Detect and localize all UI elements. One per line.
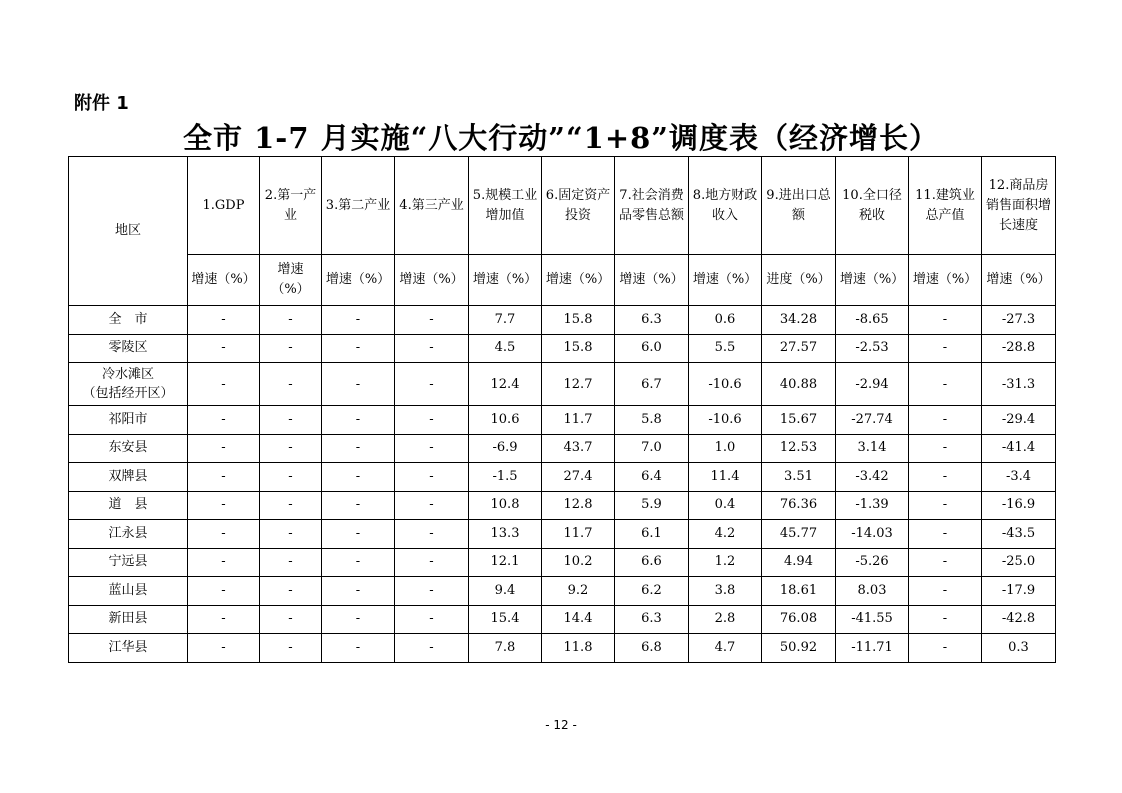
value-cell: 76.08 <box>762 605 836 634</box>
value-cell: -31.3 <box>982 363 1056 406</box>
value-cell: 12.1 <box>469 548 542 577</box>
value-cell: 34.28 <box>762 306 836 335</box>
value-cell: 3.51 <box>762 463 836 492</box>
unit-header: 增速（%） <box>909 255 982 306</box>
value-cell: 2.8 <box>689 605 762 634</box>
region-name: 全 市 <box>108 311 148 327</box>
table-row <box>69 577 1056 606</box>
value-cell: 10.2 <box>542 548 615 577</box>
value-cell: 1.2 <box>689 548 762 577</box>
value-cell: 11.7 <box>542 406 615 435</box>
region-name: 祁阳市 <box>108 411 148 427</box>
value-cell: 11.4 <box>689 463 762 492</box>
value-cell: - <box>395 334 469 363</box>
table-row <box>69 363 1056 406</box>
region-name: 新田县 <box>108 611 148 627</box>
table-row <box>69 463 1056 492</box>
value-cell: - <box>395 520 469 549</box>
value-cell: - <box>260 520 322 549</box>
region-name: 江华县 <box>108 639 148 655</box>
value-cell: - <box>322 434 395 463</box>
value-cell: - <box>322 548 395 577</box>
value-cell: - <box>322 520 395 549</box>
value-cell: -2.53 <box>836 334 909 363</box>
value-cell: -41.4 <box>982 434 1056 463</box>
value-cell: -41.55 <box>836 605 909 634</box>
table-row <box>69 491 1056 520</box>
value-cell: 7.8 <box>469 634 542 663</box>
value-cell: 6.4 <box>615 463 689 492</box>
value-cell: - <box>395 491 469 520</box>
value-cell: -11.71 <box>836 634 909 663</box>
table-row <box>69 605 1056 634</box>
value-cell: 5.5 <box>689 334 762 363</box>
value-cell: - <box>322 306 395 335</box>
value-cell: 12.53 <box>762 434 836 463</box>
value-cell: - <box>188 434 260 463</box>
value-cell: - <box>909 306 982 335</box>
region-name: 冷水滩区 <box>101 367 154 382</box>
value-cell: - <box>322 577 395 606</box>
unit-header: 增速（%） <box>615 255 689 306</box>
schedule-table <box>68 156 1056 663</box>
region-header: 地区 <box>69 157 188 306</box>
column-header: 3.第二产业 <box>322 157 395 255</box>
page-number: - 12 - <box>545 718 577 732</box>
value-cell: 0.4 <box>689 491 762 520</box>
value-cell: 6.8 <box>615 634 689 663</box>
region-name: 道 县 <box>108 497 148 513</box>
value-cell: - <box>909 634 982 663</box>
value-cell: 6.7 <box>615 363 689 406</box>
value-cell: -10.6 <box>689 406 762 435</box>
unit-header: 增速（%） <box>260 255 322 306</box>
unit-header: 增速（%） <box>689 255 762 306</box>
unit-header: 增速（%） <box>395 255 469 306</box>
table-row <box>69 406 1056 435</box>
value-cell: 27.4 <box>542 463 615 492</box>
column-header: 12.商品房销售面积增长速度 <box>982 157 1056 255</box>
value-cell: -43.5 <box>982 520 1056 549</box>
value-cell: - <box>322 634 395 663</box>
value-cell: - <box>395 463 469 492</box>
region-cell <box>69 577 188 606</box>
table-row <box>69 520 1056 549</box>
column-header: 7.社会消费品零售总额 <box>615 157 689 255</box>
value-cell: 7.7 <box>469 306 542 335</box>
value-cell: 0.3 <box>982 634 1056 663</box>
region-cell <box>69 463 188 492</box>
region-cell <box>69 634 188 663</box>
attachment-label: 附件 1 <box>74 93 129 114</box>
value-cell: - <box>188 406 260 435</box>
table-row <box>69 548 1056 577</box>
value-cell: 45.77 <box>762 520 836 549</box>
value-cell: 18.61 <box>762 577 836 606</box>
value-cell: - <box>322 363 395 406</box>
value-cell: - <box>909 463 982 492</box>
header-row <box>69 157 1056 255</box>
region-cell <box>69 406 188 435</box>
unit-row <box>69 255 1056 306</box>
value-cell: - <box>260 577 322 606</box>
value-cell: - <box>395 548 469 577</box>
table-row <box>69 306 1056 335</box>
value-cell: -6.9 <box>469 434 542 463</box>
column-header: 5.规模工业增加值 <box>469 157 542 255</box>
value-cell: - <box>188 548 260 577</box>
value-cell: 3.8 <box>689 577 762 606</box>
value-cell: - <box>188 520 260 549</box>
region-cell <box>69 520 188 549</box>
region-cell <box>69 605 188 634</box>
unit-header: 增速（%） <box>982 255 1056 306</box>
region-cell <box>69 548 188 577</box>
region-name: 宁远县 <box>108 554 148 570</box>
region-name: 零陵区 <box>108 340 148 356</box>
region-cell <box>69 434 188 463</box>
value-cell: - <box>188 363 260 406</box>
value-cell: -1.5 <box>469 463 542 492</box>
value-cell: - <box>188 306 260 335</box>
value-cell: 6.6 <box>615 548 689 577</box>
region-cell <box>69 306 188 335</box>
value-cell: - <box>188 605 260 634</box>
value-cell: -3.42 <box>836 463 909 492</box>
value-cell: 3.14 <box>836 434 909 463</box>
value-cell: -27.74 <box>836 406 909 435</box>
column-header: 11.建筑业总产值 <box>909 157 982 255</box>
unit-header: 增速（%） <box>836 255 909 306</box>
value-cell: 15.8 <box>542 306 615 335</box>
value-cell: 5.8 <box>615 406 689 435</box>
value-cell: - <box>188 463 260 492</box>
value-cell: 15.67 <box>762 406 836 435</box>
column-header: 9.进出口总额 <box>762 157 836 255</box>
value-cell: - <box>395 306 469 335</box>
value-cell: 13.3 <box>469 520 542 549</box>
value-cell: -2.94 <box>836 363 909 406</box>
value-cell: 9.2 <box>542 577 615 606</box>
column-header: 6.固定资产投资 <box>542 157 615 255</box>
value-cell: - <box>188 634 260 663</box>
value-cell: - <box>260 434 322 463</box>
value-cell: - <box>909 491 982 520</box>
value-cell: - <box>909 605 982 634</box>
value-cell: - <box>260 334 322 363</box>
value-cell: -1.39 <box>836 491 909 520</box>
unit-header: 增速（%） <box>542 255 615 306</box>
value-cell: - <box>909 577 982 606</box>
value-cell: 40.88 <box>762 363 836 406</box>
value-cell: - <box>322 605 395 634</box>
value-cell: 4.2 <box>689 520 762 549</box>
value-cell: 6.0 <box>615 334 689 363</box>
value-cell: - <box>909 363 982 406</box>
value-cell: - <box>322 334 395 363</box>
unit-header: 增速（%） <box>188 255 260 306</box>
value-cell: -17.9 <box>982 577 1056 606</box>
value-cell: 8.03 <box>836 577 909 606</box>
value-cell: - <box>260 463 322 492</box>
value-cell: 4.7 <box>689 634 762 663</box>
value-cell: - <box>909 406 982 435</box>
column-header: 4.第三产业 <box>395 157 469 255</box>
table-row <box>69 334 1056 363</box>
value-cell: - <box>188 491 260 520</box>
value-cell: 6.3 <box>615 306 689 335</box>
value-cell: 10.6 <box>469 406 542 435</box>
value-cell: - <box>188 334 260 363</box>
value-cell: 15.8 <box>542 334 615 363</box>
value-cell: 12.8 <box>542 491 615 520</box>
value-cell: - <box>188 577 260 606</box>
region-name: 双牌县 <box>108 468 148 484</box>
value-cell: - <box>395 406 469 435</box>
value-cell: 76.36 <box>762 491 836 520</box>
value-cell: - <box>260 491 322 520</box>
table-row <box>69 634 1056 663</box>
value-cell: - <box>322 491 395 520</box>
column-header: 8.地方财政收入 <box>689 157 762 255</box>
value-cell: -25.0 <box>982 548 1056 577</box>
value-cell: 11.8 <box>542 634 615 663</box>
value-cell: 11.7 <box>542 520 615 549</box>
value-cell: - <box>909 334 982 363</box>
value-cell: -10.6 <box>689 363 762 406</box>
value-cell: 14.4 <box>542 605 615 634</box>
value-cell: -16.9 <box>982 491 1056 520</box>
value-cell: - <box>395 434 469 463</box>
value-cell: 9.4 <box>469 577 542 606</box>
value-cell: 50.92 <box>762 634 836 663</box>
value-cell: 10.8 <box>469 491 542 520</box>
region-cell <box>69 334 188 363</box>
column-header: 1.GDP <box>188 157 260 255</box>
unit-header: 增速（%） <box>469 255 542 306</box>
value-cell: - <box>395 605 469 634</box>
unit-header: 进度（%） <box>762 255 836 306</box>
value-cell: 4.94 <box>762 548 836 577</box>
value-cell: 7.0 <box>615 434 689 463</box>
value-cell: 6.2 <box>615 577 689 606</box>
value-cell: - <box>909 548 982 577</box>
value-cell: 6.3 <box>615 605 689 634</box>
value-cell: - <box>260 634 322 663</box>
value-cell: 5.9 <box>615 491 689 520</box>
value-cell: 15.4 <box>469 605 542 634</box>
value-cell: - <box>395 634 469 663</box>
value-cell: 43.7 <box>542 434 615 463</box>
region-name: 江永县 <box>108 525 148 541</box>
value-cell: - <box>260 363 322 406</box>
value-cell: - <box>322 463 395 492</box>
value-cell: - <box>260 306 322 335</box>
value-cell: 0.6 <box>689 306 762 335</box>
region-name: 蓝山县 <box>108 582 148 598</box>
value-cell: -8.65 <box>836 306 909 335</box>
column-header: 10.全口径税收 <box>836 157 909 255</box>
region-cell <box>69 363 188 406</box>
value-cell: 1.0 <box>689 434 762 463</box>
value-cell: - <box>395 577 469 606</box>
table-row <box>69 434 1056 463</box>
value-cell: - <box>260 605 322 634</box>
region-name: 东安县 <box>108 440 148 456</box>
value-cell: - <box>909 520 982 549</box>
value-cell: 4.5 <box>469 334 542 363</box>
value-cell: -42.8 <box>982 605 1056 634</box>
value-cell: 12.7 <box>542 363 615 406</box>
region-name: （包括经开区） <box>82 386 174 401</box>
value-cell: -5.26 <box>836 548 909 577</box>
value-cell: 27.57 <box>762 334 836 363</box>
value-cell: - <box>395 363 469 406</box>
value-cell: -3.4 <box>982 463 1056 492</box>
region-cell <box>69 491 188 520</box>
value-cell: 12.4 <box>469 363 542 406</box>
value-cell: - <box>260 548 322 577</box>
value-cell: - <box>322 406 395 435</box>
value-cell: - <box>909 434 982 463</box>
value-cell: -29.4 <box>982 406 1056 435</box>
value-cell: -27.3 <box>982 306 1056 335</box>
value-cell: -14.03 <box>836 520 909 549</box>
page-title: 全市 1-7 月实施“八大行动”“1+8”调度表（经济增长） <box>183 121 939 155</box>
unit-header: 增速（%） <box>322 255 395 306</box>
value-cell: 6.1 <box>615 520 689 549</box>
value-cell: -28.8 <box>982 334 1056 363</box>
column-header: 2.第一产业 <box>260 157 322 255</box>
value-cell: - <box>260 406 322 435</box>
